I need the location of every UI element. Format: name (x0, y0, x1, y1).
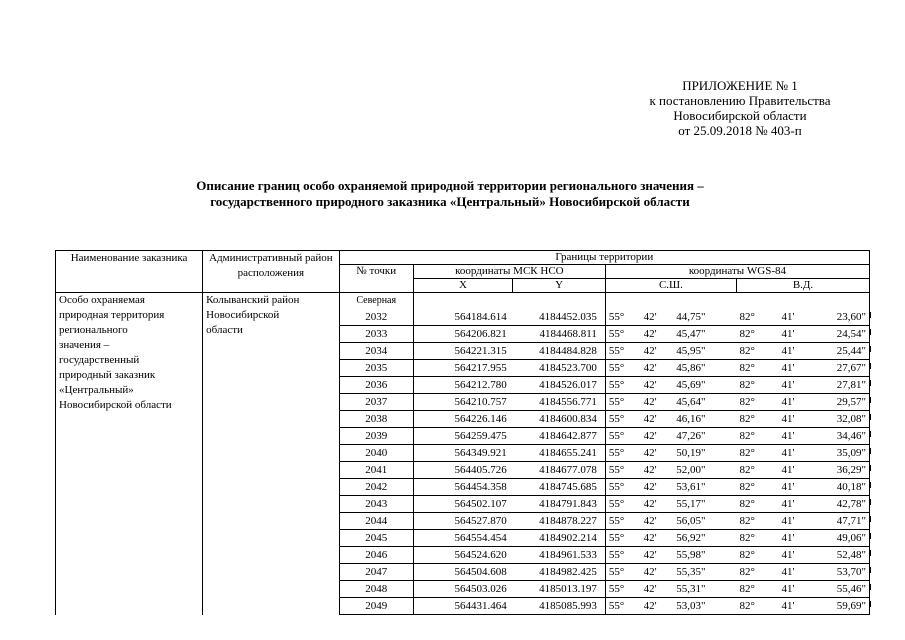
lat-minutes: 42' (641, 394, 674, 411)
coord-y: 4184961.533 (513, 547, 606, 564)
lat-minutes: 42' (641, 343, 674, 360)
cell-edge-tick (869, 533, 871, 539)
coord-y: 4184745.685 (513, 479, 606, 496)
lat-seconds: 55,17" (673, 496, 736, 513)
header-y: Y (513, 279, 606, 293)
lon-degrees: 82° (736, 513, 778, 530)
lat-seconds: 47,26" (673, 428, 736, 445)
reserve-name-line: Новосибирской области (59, 399, 172, 411)
coord-x: 564405.726 (413, 462, 512, 479)
reserve-name-line: государственный (59, 354, 140, 366)
cell-edge-tick (869, 465, 871, 471)
lon-degrees: 82° (736, 479, 778, 496)
header-point-no: № точки (339, 265, 413, 293)
point-number: 2039 (339, 428, 413, 445)
point-number: 2037 (339, 394, 413, 411)
coord-y: 4184484.828 (513, 343, 606, 360)
lat-minutes: 42' (641, 411, 674, 428)
cell-edge-tick (869, 431, 871, 437)
point-number: 2038 (339, 411, 413, 428)
lat-minutes: 42' (641, 598, 674, 615)
cell-edge-tick (869, 397, 871, 403)
coord-x: 564217.955 (413, 360, 512, 377)
lon-degrees: 82° (736, 462, 778, 479)
coord-x: 564502.107 (413, 496, 512, 513)
lat-degrees: 55° (605, 581, 640, 598)
lat-degrees: 55° (605, 462, 640, 479)
lat-minutes: 42' (641, 428, 674, 445)
lat-degrees: 55° (605, 496, 640, 513)
point-number: 2032 (339, 309, 413, 326)
lon-seconds: 32,08" (813, 411, 870, 428)
document-title (60, 178, 840, 210)
coord-y: 4184791.843 (513, 496, 606, 513)
cell-edge-tick (869, 448, 871, 454)
header-lat: С.Ш. (605, 279, 736, 293)
lon-minutes: 41' (778, 513, 812, 530)
lon-seconds: 34,46" (813, 428, 870, 445)
header-lon: В.Д. (736, 279, 869, 293)
point-number: 2045 (339, 530, 413, 547)
lat-seconds: 56,92" (673, 530, 736, 547)
coord-x: 564259.475 (413, 428, 512, 445)
coord-y: 4185013.197 (513, 581, 606, 598)
cell-edge-tick (869, 482, 871, 488)
coord-x: 564527.870 (413, 513, 512, 530)
appendix-label: ПРИЛОЖЕНИЕ № 1 (682, 78, 798, 93)
lon-seconds: 23,60" (813, 309, 870, 326)
lat-degrees: 55° (605, 547, 640, 564)
section-label: Северная (339, 293, 413, 310)
lon-minutes: 41' (778, 581, 812, 598)
lon-degrees: 82° (736, 564, 778, 581)
lat-minutes: 42' (641, 530, 674, 547)
lon-minutes: 41' (778, 547, 812, 564)
coord-x: 564524.620 (413, 547, 512, 564)
lon-degrees: 82° (736, 411, 778, 428)
reserve-name-line: природная территория (59, 309, 165, 321)
lat-degrees: 55° (605, 326, 640, 343)
lat-minutes: 42' (641, 445, 674, 462)
lat-minutes: 42' (641, 479, 674, 496)
coord-x: 564206.821 (413, 326, 512, 343)
lon-seconds: 24,54" (813, 326, 870, 343)
title-line-1: Описание границ особо охраняемой природной территории регионального значения – (196, 178, 704, 193)
coord-x: 564226.146 (413, 411, 512, 428)
lon-degrees: 82° (736, 309, 778, 326)
point-number: 2036 (339, 377, 413, 394)
lat-minutes: 42' (641, 462, 674, 479)
reserve-name-cell (56, 293, 203, 615)
lat-minutes: 42' (641, 496, 674, 513)
reserve-name-line: природный заказник (59, 369, 156, 381)
lon-degrees: 82° (736, 428, 778, 445)
lat-seconds: 46,16" (673, 411, 736, 428)
lon-minutes: 41' (778, 394, 812, 411)
lon-degrees: 82° (736, 496, 778, 513)
lat-minutes: 42' (641, 309, 674, 326)
lat-minutes: 42' (641, 547, 674, 564)
coord-y: 4184655.241 (513, 445, 606, 462)
lat-degrees: 55° (605, 479, 640, 496)
coord-y: 4185085.993 (513, 598, 606, 615)
coord-x: 564454.358 (413, 479, 512, 496)
lat-minutes: 42' (641, 360, 674, 377)
appendix-resolution: к постановлению Правительства (649, 93, 831, 108)
cell-edge-tick (869, 346, 871, 352)
lon-seconds: 27,81" (813, 377, 870, 394)
lat-minutes: 42' (641, 513, 674, 530)
reserve-name-line: регионального (59, 324, 128, 336)
title-line-2: государственного природного заказника «Центральный» Новосибирской области (210, 194, 690, 209)
lon-degrees: 82° (736, 445, 778, 462)
lat-seconds: 53,03" (673, 598, 736, 615)
lon-minutes: 41' (778, 377, 812, 394)
coord-y: 4184677.078 (513, 462, 606, 479)
table-row (56, 293, 870, 310)
lon-minutes: 41' (778, 462, 812, 479)
point-number: 2041 (339, 462, 413, 479)
cell-edge-tick (869, 584, 871, 590)
lat-seconds: 45,95" (673, 343, 736, 360)
lon-seconds: 25,44" (813, 343, 870, 360)
lat-seconds: 56,05" (673, 513, 736, 530)
lon-seconds: 55,46" (813, 581, 870, 598)
reserve-name-line: значения – (59, 339, 110, 351)
boundaries-table (55, 250, 870, 615)
cell-edge-tick (869, 414, 871, 420)
coord-y: 4184878.227 (513, 513, 606, 530)
lat-degrees: 55° (605, 394, 640, 411)
lon-seconds: 35,09" (813, 445, 870, 462)
lon-degrees: 82° (736, 326, 778, 343)
admin-district-line: Новосибирской (206, 309, 280, 321)
coord-x: 564212.780 (413, 377, 512, 394)
lat-seconds: 45,47" (673, 326, 736, 343)
coord-y: 4184600.834 (513, 411, 606, 428)
reserve-name-line: «Центральный» (59, 384, 134, 396)
point-number: 2044 (339, 513, 413, 530)
lon-seconds: 36,29" (813, 462, 870, 479)
point-number: 2043 (339, 496, 413, 513)
admin-district-line: области (206, 324, 243, 336)
point-number: 2049 (339, 598, 413, 615)
coord-y: 4184556.771 (513, 394, 606, 411)
lat-seconds: 53,61" (673, 479, 736, 496)
coord-x: 564503.026 (413, 581, 512, 598)
lon-minutes: 41' (778, 326, 812, 343)
lon-minutes: 41' (778, 564, 812, 581)
lat-degrees: 55° (605, 530, 640, 547)
lat-minutes: 42' (641, 581, 674, 598)
header-wgs: координаты WGS-84 (605, 265, 869, 279)
coord-y: 4184902.214 (513, 530, 606, 547)
lon-degrees: 82° (736, 547, 778, 564)
lon-seconds: 40,18" (813, 479, 870, 496)
lon-minutes: 41' (778, 445, 812, 462)
lon-seconds: 27,67" (813, 360, 870, 377)
lat-degrees: 55° (605, 445, 640, 462)
cell-edge-tick (869, 499, 871, 505)
lat-seconds: 55,31" (673, 581, 736, 598)
lat-degrees: 55° (605, 309, 640, 326)
lon-seconds: 52,48" (813, 547, 870, 564)
coord-x: 564210.757 (413, 394, 512, 411)
lon-seconds: 47,71" (813, 513, 870, 530)
appendix-header (590, 78, 890, 138)
point-number: 2033 (339, 326, 413, 343)
header-x: X (413, 279, 512, 293)
lat-degrees: 55° (605, 513, 640, 530)
lat-seconds: 44,75" (673, 309, 736, 326)
lat-minutes: 42' (641, 377, 674, 394)
lat-seconds: 45,86" (673, 360, 736, 377)
lon-seconds: 49,06" (813, 530, 870, 547)
lon-degrees: 82° (736, 598, 778, 615)
lon-minutes: 41' (778, 598, 812, 615)
lon-minutes: 41' (778, 360, 812, 377)
coord-x: 564221.315 (413, 343, 512, 360)
lon-degrees: 82° (736, 360, 778, 377)
coord-y: 4184468.811 (513, 326, 606, 343)
coord-x: 564431.464 (413, 598, 512, 615)
cell-edge-tick (869, 312, 871, 318)
coord-x: 564349.921 (413, 445, 512, 462)
coord-x: 564504.608 (413, 564, 512, 581)
lon-seconds: 59,69" (813, 598, 870, 615)
point-number: 2046 (339, 547, 413, 564)
lon-minutes: 41' (778, 411, 812, 428)
lat-degrees: 55° (605, 428, 640, 445)
header-admin: Административный район расположения (203, 251, 339, 293)
lat-degrees: 55° (605, 598, 640, 615)
lat-minutes: 42' (641, 564, 674, 581)
coord-y: 4184452.035 (513, 309, 606, 326)
lon-minutes: 41' (778, 530, 812, 547)
lat-seconds: 50,19" (673, 445, 736, 462)
reserve-name-line: Особо охраняемая (59, 294, 145, 306)
point-number: 2047 (339, 564, 413, 581)
coord-x: 564184.614 (413, 309, 512, 326)
admin-district-cell (203, 293, 339, 615)
lon-minutes: 41' (778, 309, 812, 326)
lon-seconds: 42,78" (813, 496, 870, 513)
lat-degrees: 55° (605, 343, 640, 360)
point-number: 2042 (339, 479, 413, 496)
lat-seconds: 55,35" (673, 564, 736, 581)
lon-seconds: 53,70" (813, 564, 870, 581)
point-number: 2040 (339, 445, 413, 462)
empty-cell (413, 293, 605, 310)
lon-minutes: 41' (778, 496, 812, 513)
lon-degrees: 82° (736, 394, 778, 411)
lon-seconds: 29,57" (813, 394, 870, 411)
lon-degrees: 82° (736, 581, 778, 598)
cell-edge-tick (869, 567, 871, 573)
admin-district-line: Колыванский район (206, 294, 300, 306)
lat-degrees: 55° (605, 360, 640, 377)
cell-edge-tick (869, 550, 871, 556)
lat-degrees: 55° (605, 564, 640, 581)
point-number: 2034 (339, 343, 413, 360)
lat-degrees: 55° (605, 377, 640, 394)
cell-edge-tick (869, 516, 871, 522)
lat-seconds: 45,69" (673, 377, 736, 394)
coord-y: 4184642.877 (513, 428, 606, 445)
point-number: 2048 (339, 581, 413, 598)
cell-edge-tick (869, 601, 871, 607)
lat-seconds: 52,00" (673, 462, 736, 479)
cell-edge-tick (869, 329, 871, 335)
coord-y: 4184523.700 (513, 360, 606, 377)
lon-degrees: 82° (736, 377, 778, 394)
appendix-region: Новосибирской области (673, 108, 807, 123)
coord-x: 564554.454 (413, 530, 512, 547)
appendix-date-number: от 25.09.2018 № 403-п (678, 123, 802, 138)
table-body (56, 293, 870, 615)
coord-y: 4184982.425 (513, 564, 606, 581)
lon-minutes: 41' (778, 428, 812, 445)
lat-seconds: 55,98" (673, 547, 736, 564)
empty-cell (605, 293, 869, 310)
cell-edge-tick (869, 363, 871, 369)
lat-minutes: 42' (641, 326, 674, 343)
point-number: 2035 (339, 360, 413, 377)
lon-degrees: 82° (736, 530, 778, 547)
cell-edge-tick (869, 380, 871, 386)
header-bounds: Границы территории (339, 251, 869, 265)
lon-minutes: 41' (778, 343, 812, 360)
lon-minutes: 41' (778, 479, 812, 496)
lat-seconds: 45,64" (673, 394, 736, 411)
coord-y: 4184526.017 (513, 377, 606, 394)
header-msk: координаты МСК НСО (413, 265, 605, 279)
header-name: Наименование заказника (56, 251, 203, 293)
lat-degrees: 55° (605, 411, 640, 428)
lon-degrees: 82° (736, 343, 778, 360)
